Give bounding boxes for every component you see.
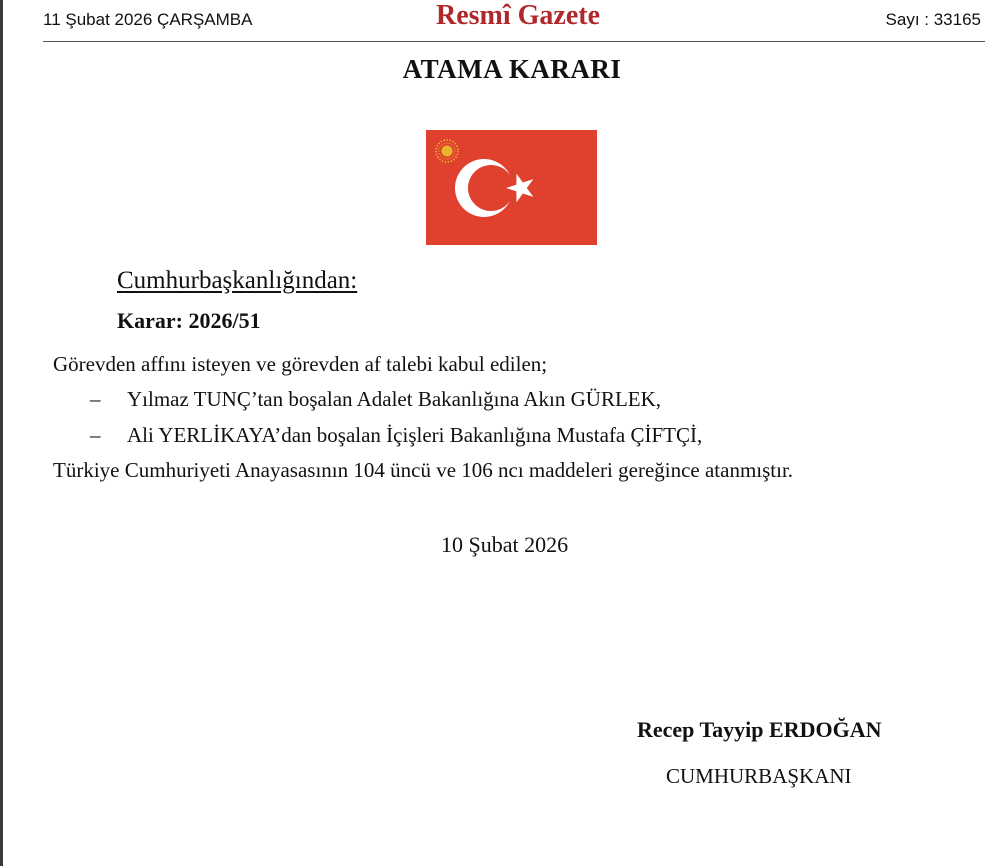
decree-date: 10 Şubat 2026 <box>441 532 569 557</box>
list-item-text: Yılmaz TUNÇ’tan boşalan Adalet Bakanlığına Akın GÜRLEK, <box>127 387 662 411</box>
list-dash: – <box>90 387 101 411</box>
signer-name: Recep Tayyip ERDOĞAN <box>637 717 882 742</box>
gazette-title: Resmî Gazete <box>435 0 601 31</box>
document-title: ATAMA KARARI <box>402 54 622 84</box>
body-intro: Görevden affını isteyen ve görevden af talebi kabul edilen; <box>53 352 548 376</box>
list-dash: – <box>90 423 101 447</box>
signer-title: CUMHURBAŞKANI <box>666 764 852 788</box>
gazette-issue-number: Sayı : 33165 <box>885 10 981 29</box>
gazette-date: 11 Şubat 2026 ÇARŞAMBA <box>43 10 253 29</box>
list-item <box>90 423 702 448</box>
body-closing: Türkiye Cumhuriyeti Anayasasının 104 üncü ve 106 ncı maddeleri gereğince atanmıştır. <box>53 458 794 482</box>
header-divider <box>43 41 985 42</box>
turkish-flag-with-presidential-seal-icon <box>426 130 597 245</box>
page-left-border <box>0 0 3 866</box>
list-item-text: Ali YERLİKAYA’dan boşalan İçişleri Bakanlığına Mustafa ÇİFTÇİ, <box>127 423 703 447</box>
decree-number: Karar: 2026/51 <box>117 308 261 333</box>
issuing-authority: Cumhurbaşkanlığından: <box>117 267 358 294</box>
list-item <box>90 387 661 412</box>
